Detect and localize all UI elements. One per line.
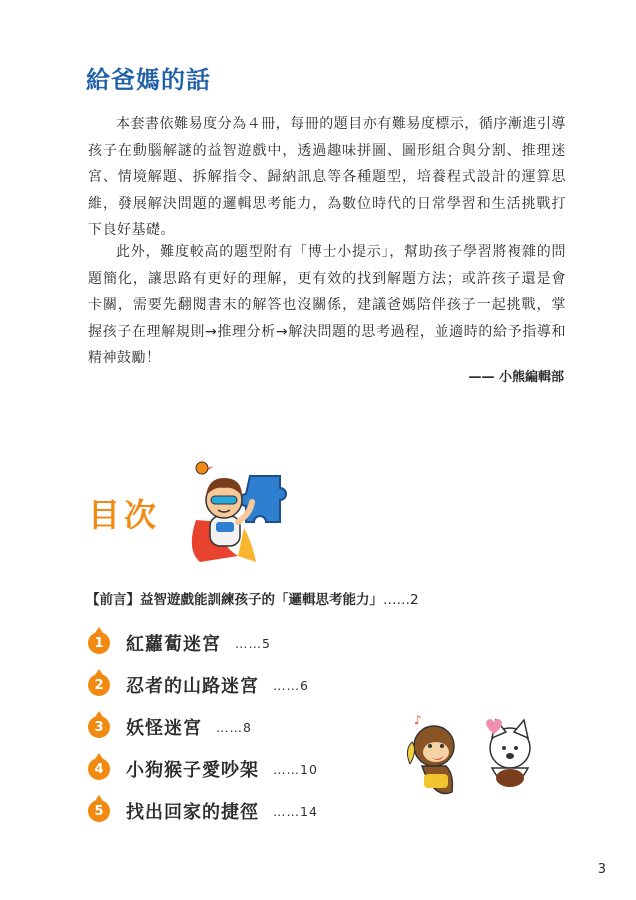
toc-number-badge: 1 xyxy=(88,632,110,654)
toc-item-title: 找出回家的捷徑 xyxy=(126,802,259,823)
toc-item-page: ……6 xyxy=(273,677,309,693)
letter-signature: —— 小熊編輯部 xyxy=(468,370,564,385)
toc-list xyxy=(88,622,318,832)
toc-item[interactable] xyxy=(88,706,318,748)
toc-item-title: 紅蘿蔔迷宮 xyxy=(126,634,221,655)
toc-title: 目次 xyxy=(88,496,161,534)
toc-preface[interactable] xyxy=(86,588,419,608)
toc-number-badge: 4 xyxy=(88,758,110,780)
toc-item[interactable] xyxy=(88,664,318,706)
toc-item-page: ……14 xyxy=(273,803,318,819)
svg-text:♪: ♪ xyxy=(414,713,422,727)
monkey-and-dog-illustration xyxy=(400,712,550,810)
toc-item-title: 忍者的山路迷宮 xyxy=(126,676,259,697)
toc-preface-page: ……2 xyxy=(383,592,419,608)
letter-heading: 給爸媽的話 xyxy=(86,66,211,94)
toc-item-page: ……5 xyxy=(235,635,271,651)
toc-item[interactable] xyxy=(88,622,318,664)
toc-item[interactable] xyxy=(88,790,318,832)
toc-item-page: ……10 xyxy=(273,761,318,777)
page-number: 3 xyxy=(597,862,606,877)
toc-item-title: 妖怪迷宮 xyxy=(126,718,202,739)
toc-item-page: ……8 xyxy=(216,719,252,735)
toc-number-badge: 5 xyxy=(88,800,110,822)
letter-paragraph-1: 本套書依難易度分為４冊，每冊的題目亦有難易度標示，循序漸進引導孩子在動腦解謎的益智遊戲中，透過趣味拼圖、圖形組合與分割、推理迷宮、情境解題、拆解指令、歸納訊息等各種題型，培養程式設計的運算思維，發展解決問題的邏輯思考能力，為數位時代的日常學習和生活挑戰打下良好基礎。 xyxy=(88,116,566,238)
letter-paragraph-2: 此外，難度較高的題型附有「博士小提示」，幫助孩子學習將複雜的問題簡化，讓思路有更好的理解，更有效的找到解題方法；或許孩子還是會卡關，需要先翻閱書末的解答也沒關係，建議爸媽陪伴孩子一起挑戰，掌握孩子在理解規則→推理分析→解決問題的思考過程，並適時的給予指導和精神鼓勵！ xyxy=(88,244,566,366)
toc-item[interactable] xyxy=(88,748,318,790)
hero-kid-illustration xyxy=(178,458,296,566)
toc-number-badge: 3 xyxy=(88,716,110,738)
toc-number-badge: 2 xyxy=(88,674,110,696)
toc-preface-label: 【前言】益智遊戲能訓練孩子的「邏輯思考能力」 xyxy=(86,592,383,608)
toc-item-title: 小狗猴子愛吵架 xyxy=(126,760,259,781)
